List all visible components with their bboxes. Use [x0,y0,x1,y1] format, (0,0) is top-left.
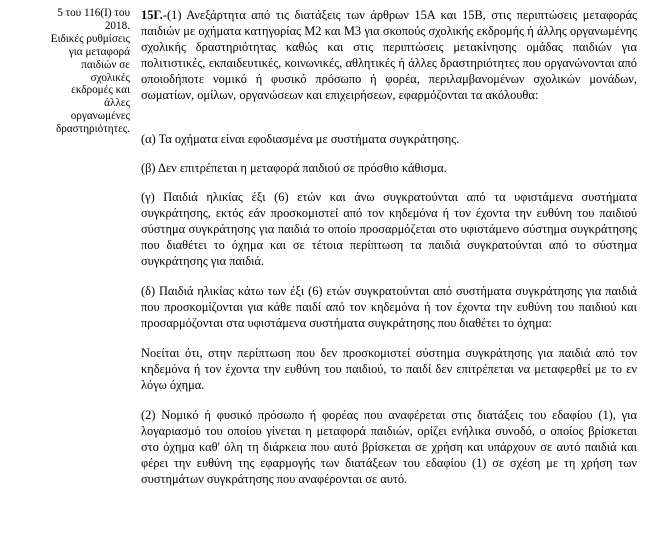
margin-note-line: εκδρομές και [71,84,130,97]
proviso: Νοείται ότι, στην περίπτωση που δεν προσκομιστεί σύστημα συγκράτησης για παιδιά από τον κηδεμόνα ή τον έχοντα την ευθύνη του παιδιού, το παιδί δεν επιτρέπεται να μεταφερθεί με το εν λόγω όχημα. [141,346,637,392]
article-number: 15Γ. [141,8,163,22]
margin-note [6,7,130,136]
item-a: (α) Τα οχήματα είναι εφοδιασμένα με συστήματα συγκράτησης. [141,132,460,146]
margin-note-line: δραστηριότητες. [55,123,130,136]
margin-note-line: Ειδικές ρυθμίσεις [50,32,130,45]
margin-note-line: 2018. [104,19,130,32]
article-body [141,7,637,487]
margin-note-line: άλλες [104,97,130,110]
margin-note-line: σχολικές [90,71,130,84]
item-b: (β) Δεν επιτρέπεται η μεταφορά παιδιού σε πρόσθιο κάθισμα. [141,161,447,175]
margin-note-line: οργανωμένες [70,110,130,123]
item-d: (δ) Παιδιά ηλικίας κάτω των έξι (6) ετών συγκρατούνται από συστήματα συγκράτησης για παιδιά που προσκομίζονται για κάθε παιδί από τον κηδεμόνα ή τον έχοντα την ευθύνη του παιδιού και προσαρμόζονται στα υφιστάμενα συστήματα συγκράτησης που διαθέτει το όχημα: [141,284,637,330]
paragraph-2: (2) Νομικό ή φυσικό πρόσωπο ή φορέας που αναφέρεται στις διατάξεις του εδαφίου (1), για λογαριασμό του οποίου γίνεται η μεταφορά παιδιών, ορίζει ενήλικα συνοδό, ο οποίος βρίσκεται στο όχημα καθ' όλη τη διάρκεια που αυτό βρίσκεται σε χρήση και υπάρχουν σε αυτό παιδιά και φέρει την ευθύνη της εφαρμογής των διατάξεων του εδαφίου (1) σε σχέση με τη χρήση των συστημάτων συγκράτησης που αναφέρονται σε αυτό. [141,408,637,486]
article-intro-paragraph [141,7,637,103]
margin-note-line: για μεταφορά [68,45,130,58]
margin-note-line: παιδιών σε [81,58,130,71]
article-intro: -(1) Ανεξάρτητα από τις διατάξεις των άρθρων 15Α και 15Β, στις περιπτώσεις μεταφοράς παιδιών με οχήματα κατηγορίας Μ2 και Μ3 για σκοπούς σχολικής εκδρομής ή άλλης οργανωμένης σχολικής δραστηριότητας καθώς και στις περιπτώσεις μετακίνησης ομάδας παιδιών για πολιτιστικές, εκπαιδευτικές, κοινωνικές, αθλητικές ή άλλες δραστηριότητες που οργανώνονται από οποιοδήποτε νομικό ή φυσικό πρόσωπο ή φορέα, περιλαμβανομένων σχολικών μονάδων, σωματίων, ομίλων, οργανώσεων και επιχειρήσεων, εφαρμόζονται τα ακόλουθα: [141,8,637,102]
item-c: (γ) Παιδιά ηλικίας έξι (6) ετών και άνω συγκρατούνται από τα υφιστάμενα συστήματα συγκράτησης, εκτός εάν προσκομιστεί από τον κηδεμόνα ή τον έχοντα την ευθύνη του παιδιού σύστημα συγκράτησης για παιδιά το οποίο προσαρμόζεται στο υφιστάμενο σύστημα συγκράτησης που διαθέτει το όχημα και σε τέτοια περίπτωση τα παιδιά συγκρατούνται από το σύστημα συγκράτησης για παιδιά. [141,190,637,268]
margin-note-line: 5 του 116(Ι) του [57,7,130,19]
